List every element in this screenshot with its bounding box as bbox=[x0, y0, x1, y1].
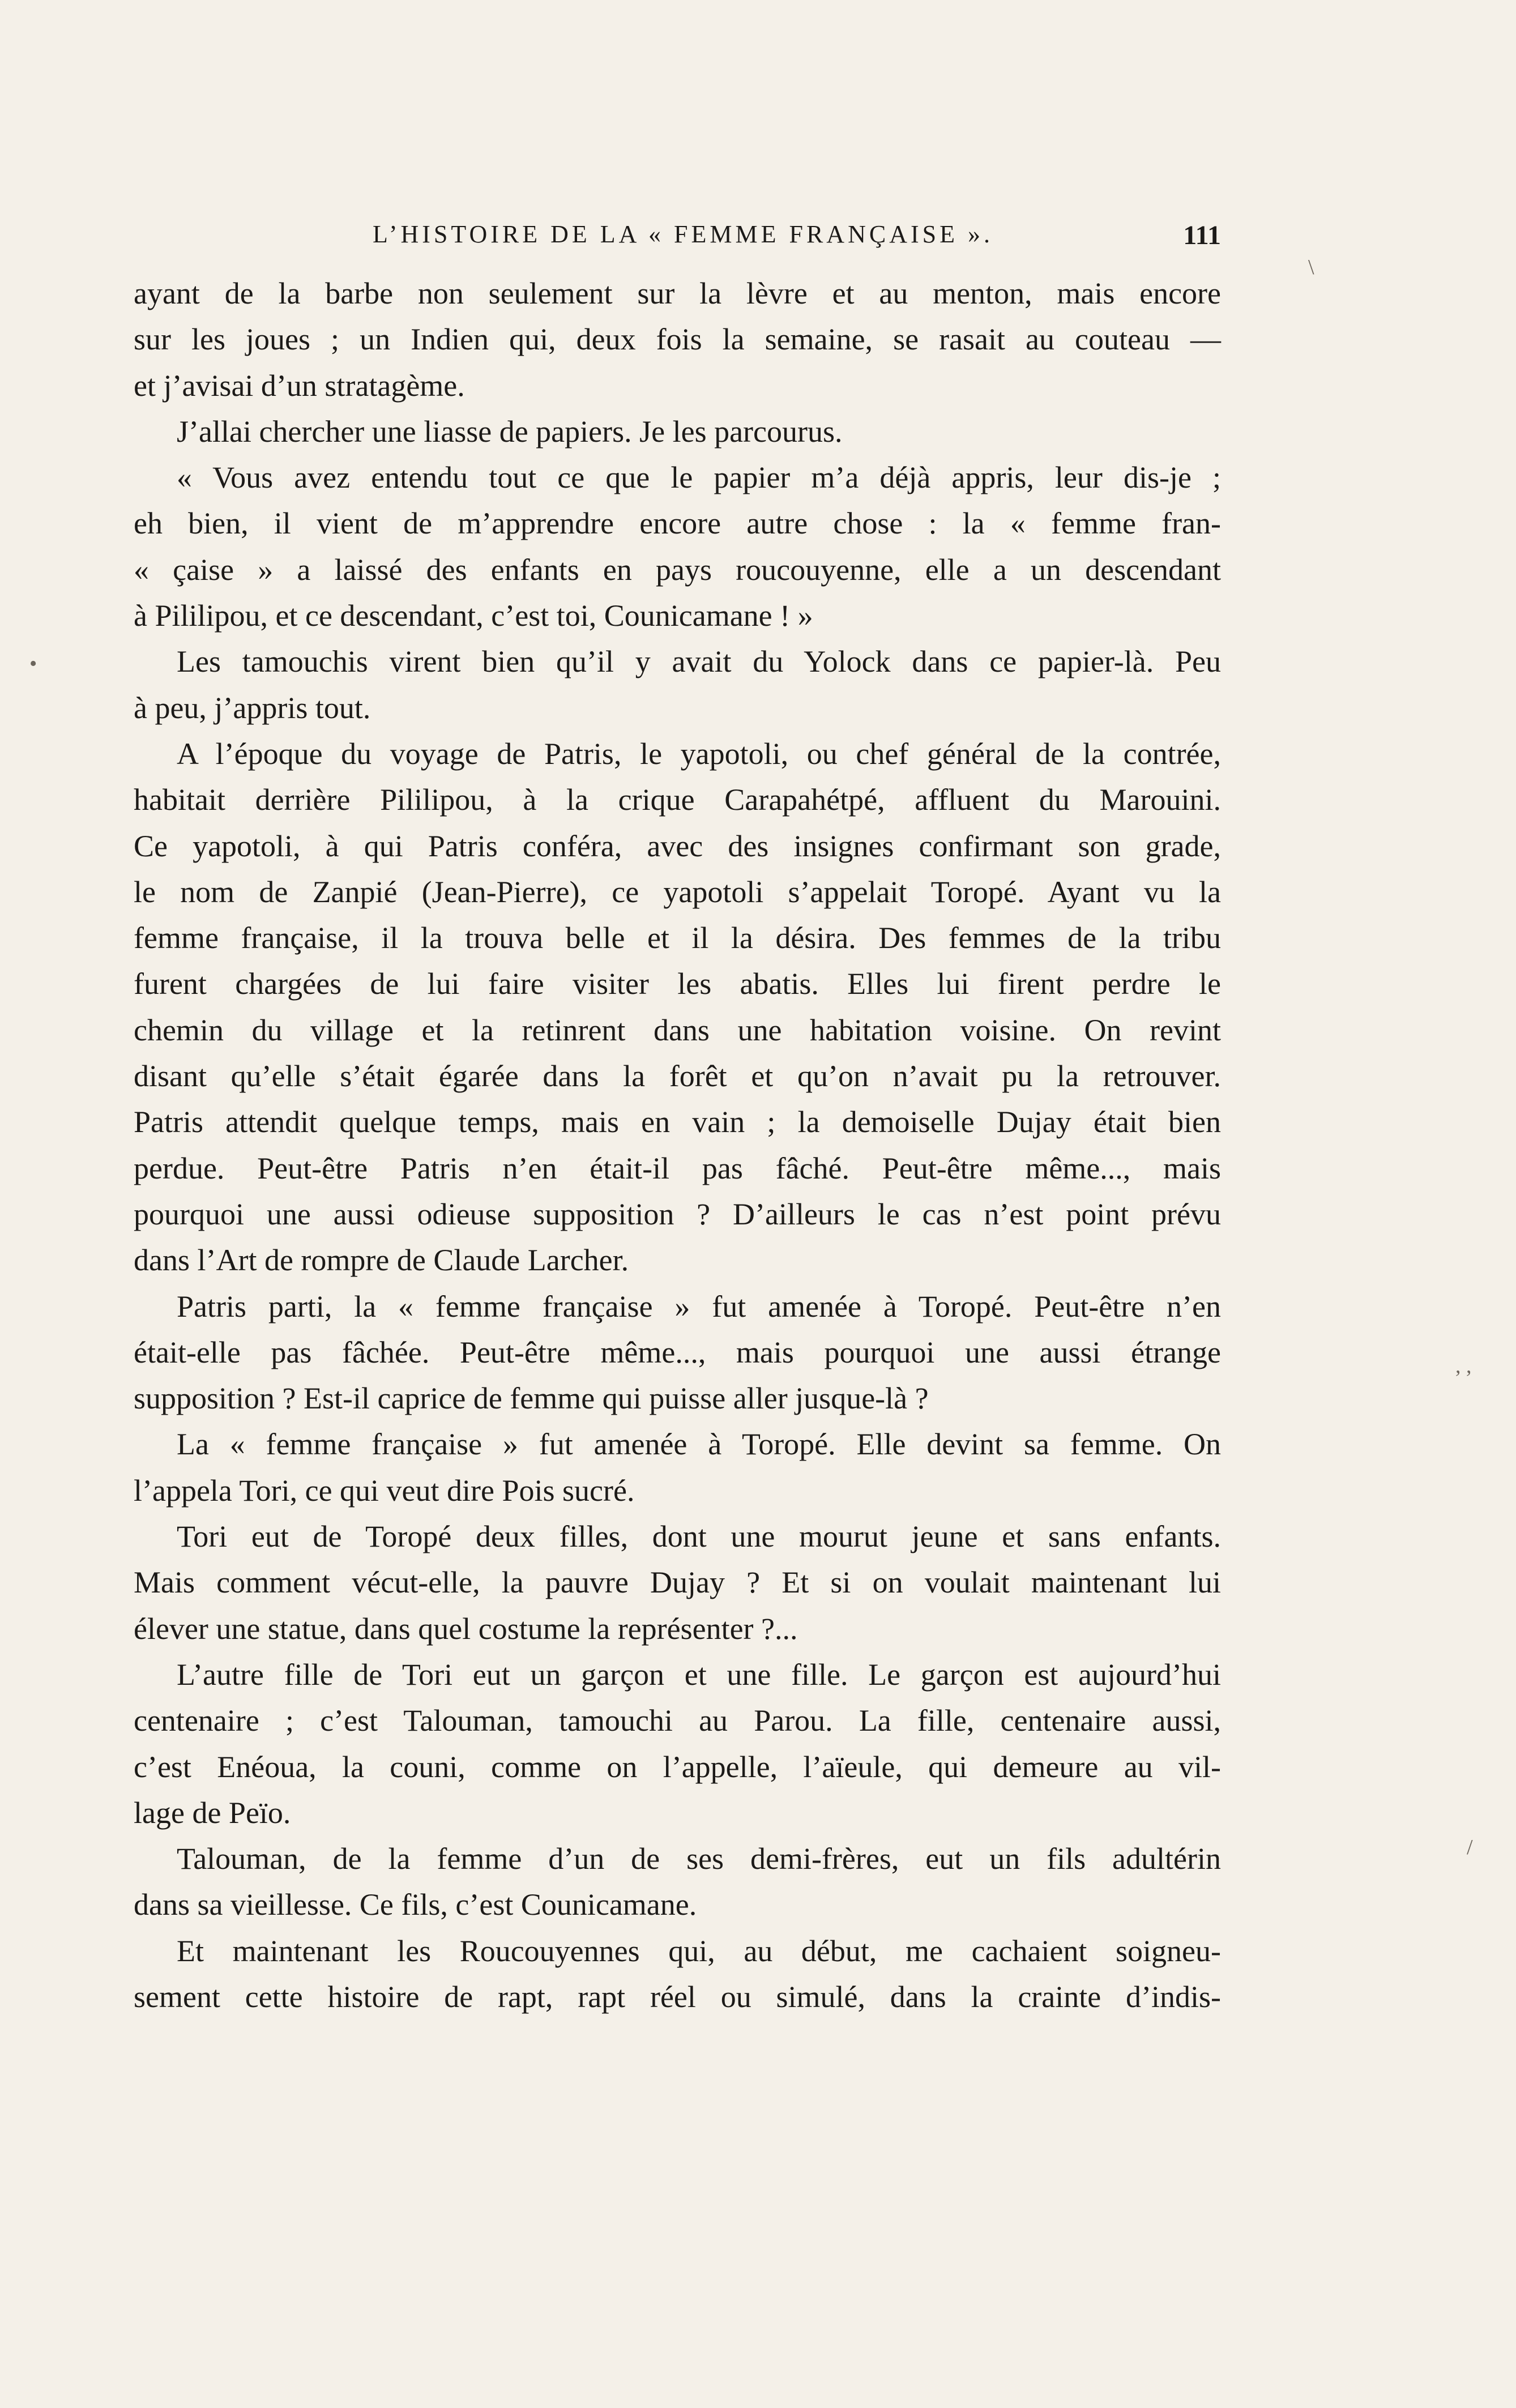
text-line: J’allai chercher une liasse de papiers. Je les parcourus. bbox=[177, 414, 843, 449]
text-line: lage de Peïo. bbox=[134, 1795, 291, 1830]
running-head bbox=[134, 220, 1221, 259]
text-line: Et maintenant les Roucouyennes qui, au début, me cachaient soigneu- bbox=[177, 1933, 1221, 1968]
running-title: L’HISTOIRE DE LA « FEMME FRANÇAISE ». bbox=[373, 220, 993, 248]
text-line: dans sa vieillesse. Ce fils, c’est Counicamane. bbox=[134, 1888, 697, 1922]
text-line: sement cette histoire de rapt, rapt réel ou simulé, dans la crainte d’indis- bbox=[134, 1979, 1221, 2014]
text-line: « çaise » a laissé des enfants en pays roucouyenne, elle a un descendant bbox=[134, 552, 1221, 587]
text-line: chemin du village et la retinrent dans une habitation voisine. On revint bbox=[134, 1013, 1221, 1047]
text-line: à peu, j’appris tout. bbox=[134, 690, 371, 725]
text-line: supposition ? Est-il caprice de femme qui puisse aller jusque-là ? bbox=[134, 1381, 929, 1416]
body-text bbox=[134, 271, 1221, 2020]
text-line: sur les joues ; un Indien qui, deux fois la semaine, se rasait au couteau — bbox=[134, 322, 1221, 357]
text-line: disant qu’elle s’était égarée dans la forêt et qu’on n’avait pu la retrouver. bbox=[134, 1059, 1221, 1094]
text-line: Patris attendit quelque temps, mais en vain ; la demoiselle Dujay était bien bbox=[134, 1105, 1221, 1139]
text-line: et j’avisai d’un stratagème. bbox=[134, 368, 465, 403]
margin-tick-mark: / bbox=[1467, 1835, 1473, 1859]
text-line: habitait derrière Pililipou, à la crique Carapahétpé, affluent du Marouini. bbox=[134, 783, 1221, 817]
text-line: c’est Enéoua, la couni, comme on l’appelle, l’aïeule, qui demeure au vil- bbox=[134, 1749, 1221, 1784]
margin-tick-mark: \ bbox=[1308, 255, 1314, 279]
margin-tick-mark: , , bbox=[1455, 1354, 1472, 1378]
text-line: élever une statue, dans quel costume la représenter ?... bbox=[134, 1611, 798, 1646]
text-line: eh bien, il vient de m’apprendre encore autre chose : la « femme fran- bbox=[134, 506, 1221, 541]
text-line: perdue. Peut-être Patris n’en était-il pas fâché. Peut-être même..., mais bbox=[134, 1151, 1221, 1185]
text-line: Ce yapotoli, à qui Patris conféra, avec des insignes confirmant son grade, bbox=[134, 829, 1221, 863]
text-line: A l’époque du voyage de Patris, le yapotoli, ou chef général de la contrée, bbox=[177, 736, 1221, 771]
margin-bullet-mark: • bbox=[29, 652, 37, 676]
text-line: La « femme française » fut amenée à Toropé. Elle devint sa femme. On bbox=[177, 1427, 1221, 1462]
text-line: furent chargées de lui faire visiter les abatis. Elles lui firent perdre le bbox=[134, 967, 1221, 1001]
text-line: pourquoi une aussi odieuse supposition ? D’ailleurs le cas n’est point prévu bbox=[134, 1197, 1221, 1231]
text-line: Mais comment vécut-elle, la pauvre Dujay ? Et si on voulait maintenant lui bbox=[134, 1565, 1221, 1600]
text-line: Patris parti, la « femme française » fut amenée à Toropé. Peut-être n’en bbox=[177, 1289, 1221, 1323]
text-line: Tori eut de Toropé deux filles, dont une mourut jeune et sans enfants. bbox=[177, 1519, 1221, 1554]
text-line: centenaire ; c’est Talouman, tamouchi au Parou. La fille, centenaire aussi, bbox=[134, 1703, 1221, 1738]
text-line: L’autre fille de Tori eut un garçon et une fille. Le garçon est aujourd’hui bbox=[177, 1657, 1221, 1692]
text-line: femme française, il la trouva belle et il la désira. Des femmes de la tribu bbox=[134, 921, 1221, 955]
text-line: était-elle pas fâchée. Peut-être même..., mais pourquoi une aussi étrange bbox=[134, 1335, 1221, 1369]
text-line: l’appela Tori, ce qui veut dire Pois sucré. bbox=[134, 1473, 635, 1508]
text-line: le nom de Zanpié (Jean-Pierre), ce yapotoli s’appelait Toropé. Ayant vu la bbox=[134, 874, 1221, 909]
text-line: ayant de la barbe non seulement sur la lèvre et au menton, mais encore bbox=[134, 276, 1221, 310]
text-line: dans l’Art de rompre de Claude Larcher. bbox=[134, 1243, 629, 1278]
text-line: Les tamouchis virent bien qu’il y avait du Yolock dans ce papier-là. Peu bbox=[177, 644, 1221, 679]
page-number: 111 bbox=[1183, 220, 1221, 250]
text-line: « Vous avez entendu tout ce que le papier m’a déjà appris, leur dis-je ; bbox=[177, 460, 1221, 495]
text-line: Talouman, de la femme d’un de ses demi-frères, eut un fils adultérin bbox=[177, 1842, 1221, 1876]
text-line: à Pililipou, et ce descendant, c’est toi, Counicamane ! » bbox=[134, 599, 813, 633]
